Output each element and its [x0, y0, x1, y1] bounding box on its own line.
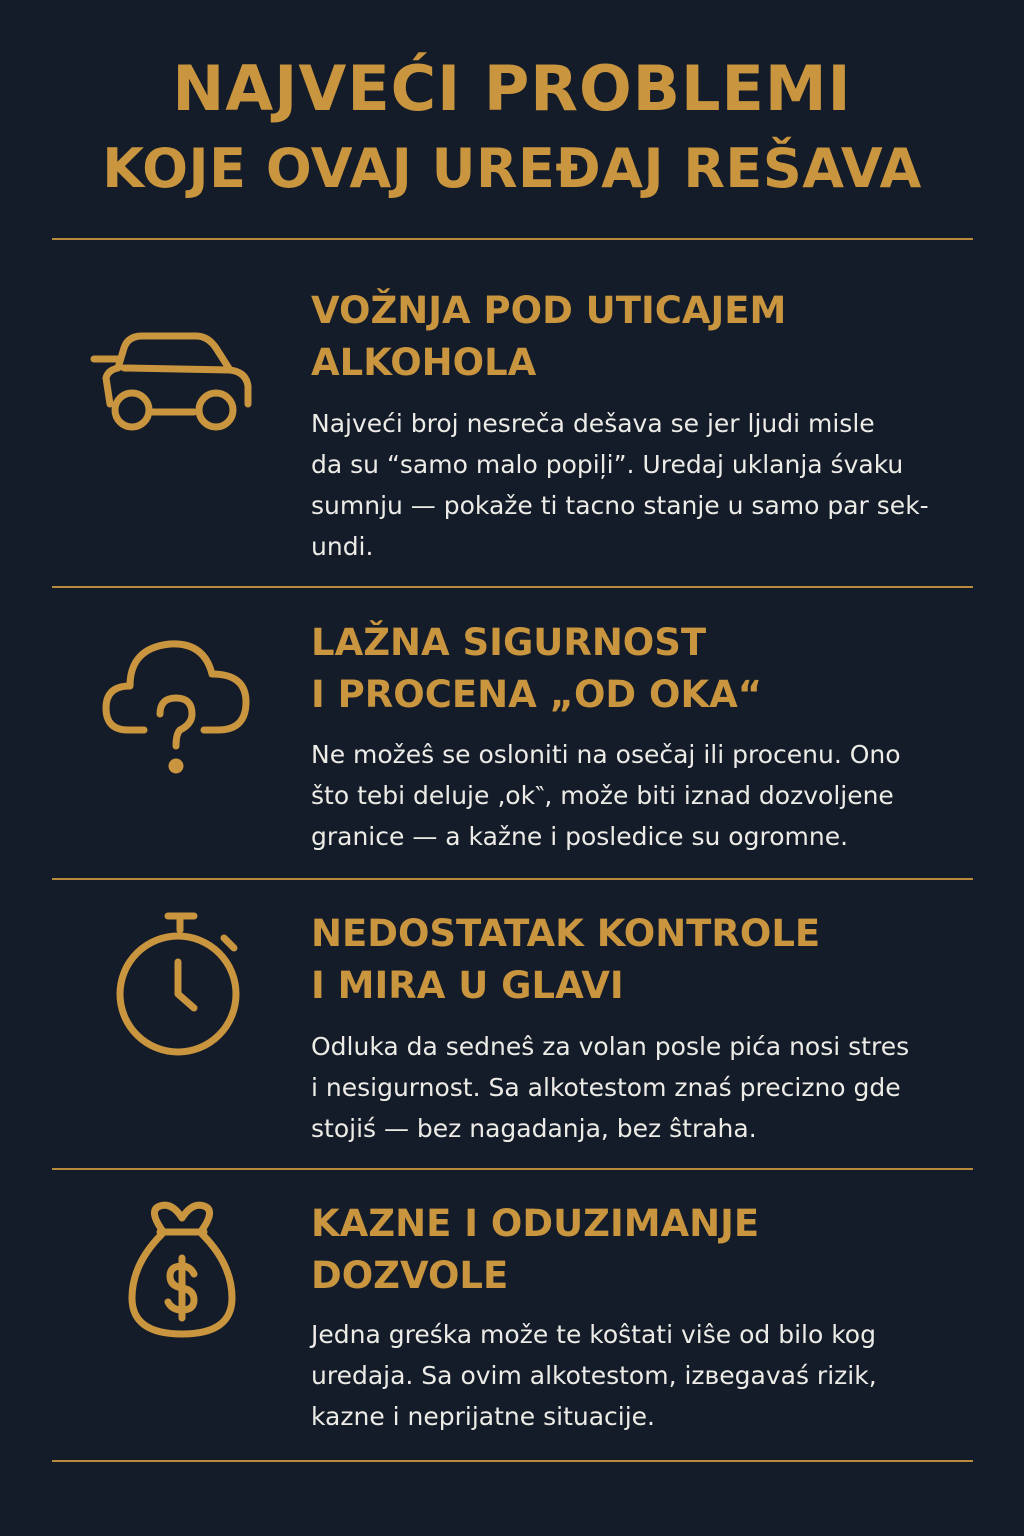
heading-line: NEDOSTATAK KONTROLE: [311, 912, 821, 955]
body-line: undi.: [311, 532, 374, 561]
divider: [52, 1168, 973, 1170]
divider: [52, 878, 973, 880]
section-heading: [311, 1198, 991, 1302]
section-heading: [311, 285, 991, 389]
body-line: Najveći broj nesreča dešava se jer ljudi misle: [311, 409, 875, 438]
heading-line: LAŽNA SIGURNOST: [311, 621, 707, 664]
cloud-question-icon: [100, 630, 252, 780]
body-line: Jedna greśka može te koŝtati viŝe od bilo kog: [311, 1320, 876, 1349]
body-line: da su “samo malo popiļi”. Uredaj uklanja śvaku: [311, 450, 904, 479]
body-line: što tebi deluje ‚ok‶, može biti iznad dozvoljene: [311, 781, 894, 810]
body-line: Ne možeŝ se osloniti na osečaj ili procenu. Ono: [311, 740, 901, 769]
heading-line: I MIRA U GLAVI: [311, 964, 624, 1007]
section-body: [311, 403, 991, 567]
money-bag-icon: [126, 1200, 238, 1340]
page-title-line-1: NAJVEĆI PROBLEMI: [172, 52, 852, 125]
body-line: uredaja. Sa ovim alkotestom, izвegavaś rizik,: [311, 1361, 877, 1390]
heading-line: VOŽNJA POD UTICAJEM: [311, 289, 787, 332]
divider: [52, 238, 973, 240]
section-body: [311, 1026, 991, 1149]
section-heading: [311, 908, 991, 1012]
body-line: i nesigurnost. Sa alkotestom znaś precizno gde: [311, 1073, 901, 1102]
section-heading: [311, 617, 991, 721]
divider: [52, 1460, 973, 1462]
page-title-line-2: KOJE OVAJ UREĐAJ REŠAVA: [102, 137, 922, 200]
body-line: stojiś — bez nagadanja, bez ŝtraha.: [311, 1114, 757, 1143]
car-icon: [88, 326, 256, 438]
section-body: [311, 734, 991, 857]
stopwatch-icon: [114, 910, 246, 1058]
heading-line: KAZNE I ODUZIMANJE: [311, 1202, 760, 1245]
body-line: sumnju — pokaže ti tacno stanje u samo par sek-: [311, 491, 929, 520]
heading-line: I PROCENA „OD OKA“: [311, 673, 763, 716]
section-body: [311, 1314, 991, 1437]
heading-line: ALKOHOLA: [311, 341, 537, 384]
body-line: granice — a kažne i posledice su ogromne.: [311, 822, 849, 851]
body-line: Odluka da sedneŝ za volan posle pića nosi stres: [311, 1032, 910, 1061]
body-line: kazne i neprijatne situacije.: [311, 1402, 656, 1431]
heading-line: DOZVOLE: [311, 1254, 509, 1297]
divider: [52, 586, 973, 588]
